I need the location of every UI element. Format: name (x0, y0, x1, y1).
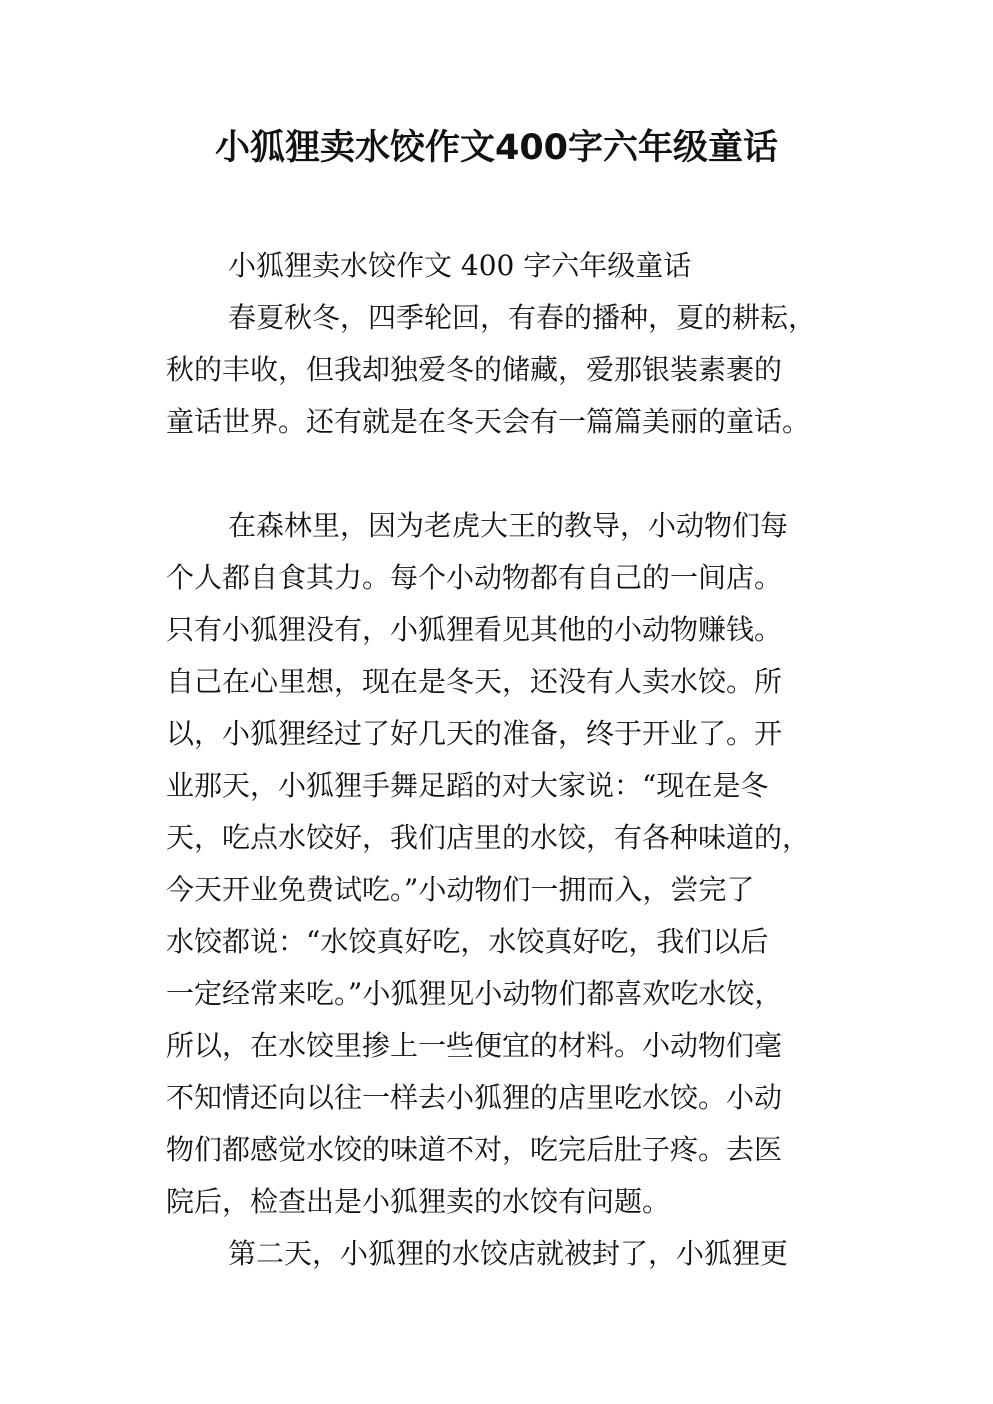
paragraph-line: 只有小狐狸没有，小狐狸看见其他的小动物赚钱。 (166, 613, 783, 646)
paragraph-line: 小狐狸卖水饺作文 400 字六年级童话 (228, 249, 692, 282)
paragraph-line: 自己在心里想，现在是冬天，还没有人卖水饺。所 (166, 665, 783, 698)
paragraph-line: 童话世界。还有就是在冬天会有一篇篇美丽的童话。 (166, 405, 811, 438)
paragraph-subtitle (166, 240, 846, 292)
paragraph-line: 业那天，小狐狸手舞足蹈的对大家说：“现在是冬 (166, 769, 769, 802)
document-body (166, 240, 846, 1280)
document-title: 小狐狸卖水饺作文400字六年级童话 (214, 128, 779, 168)
paragraph-line: 所以，在水饺里掺上一些便宜的材料。小动物们毫 (166, 1029, 783, 1062)
paragraph-line: 个人都自食其力。每个小动物都有自己的一间店。 (166, 561, 783, 594)
paragraph-line: 以，小狐狸经过了好几天的准备，终于开业了。开 (166, 717, 783, 750)
paragraph-forest-story (166, 500, 846, 1228)
paragraph-line: 今天开业免费试吃。”小动物们一拥而入，尝完了 (166, 873, 755, 906)
paragraph-line: 水饺都说：“水饺真好吃，水饺真好吃，我们以后 (166, 925, 769, 958)
paragraph-seasons (166, 292, 846, 448)
paragraph-spacer (166, 448, 846, 500)
paragraph-line: 物们都感觉水饺的味道不对，吃完后肚子疼。去医 (166, 1133, 783, 1166)
paragraph-line: 春夏秋冬，四季轮回，有春的播种，夏的耕耘， (228, 301, 817, 334)
paragraph-line: 秋的丰收，但我却独爱冬的储藏，爱那银装素裹的 (166, 353, 783, 386)
paragraph-line: 天，吃点水饺好，我们店里的水饺，有各种味道的， (166, 821, 811, 854)
paragraph-line: 不知情还向以往一样去小狐狸的店里吃水饺。小动 (166, 1081, 783, 1114)
paragraph-line: 一定经常来吃。”小狐狸见小动物们都喜欢吃水饺， (166, 977, 783, 1010)
paragraph-line: 在森林里，因为老虎大王的教导，小动物们每 (228, 509, 789, 542)
paragraph-line: 第二天，小狐狸的水饺店就被封了，小狐狸更 (228, 1237, 789, 1270)
paragraph-next-day (166, 1228, 846, 1280)
paragraph-line: 院后，检查出是小狐狸卖的水饺有问题。 (166, 1185, 671, 1218)
